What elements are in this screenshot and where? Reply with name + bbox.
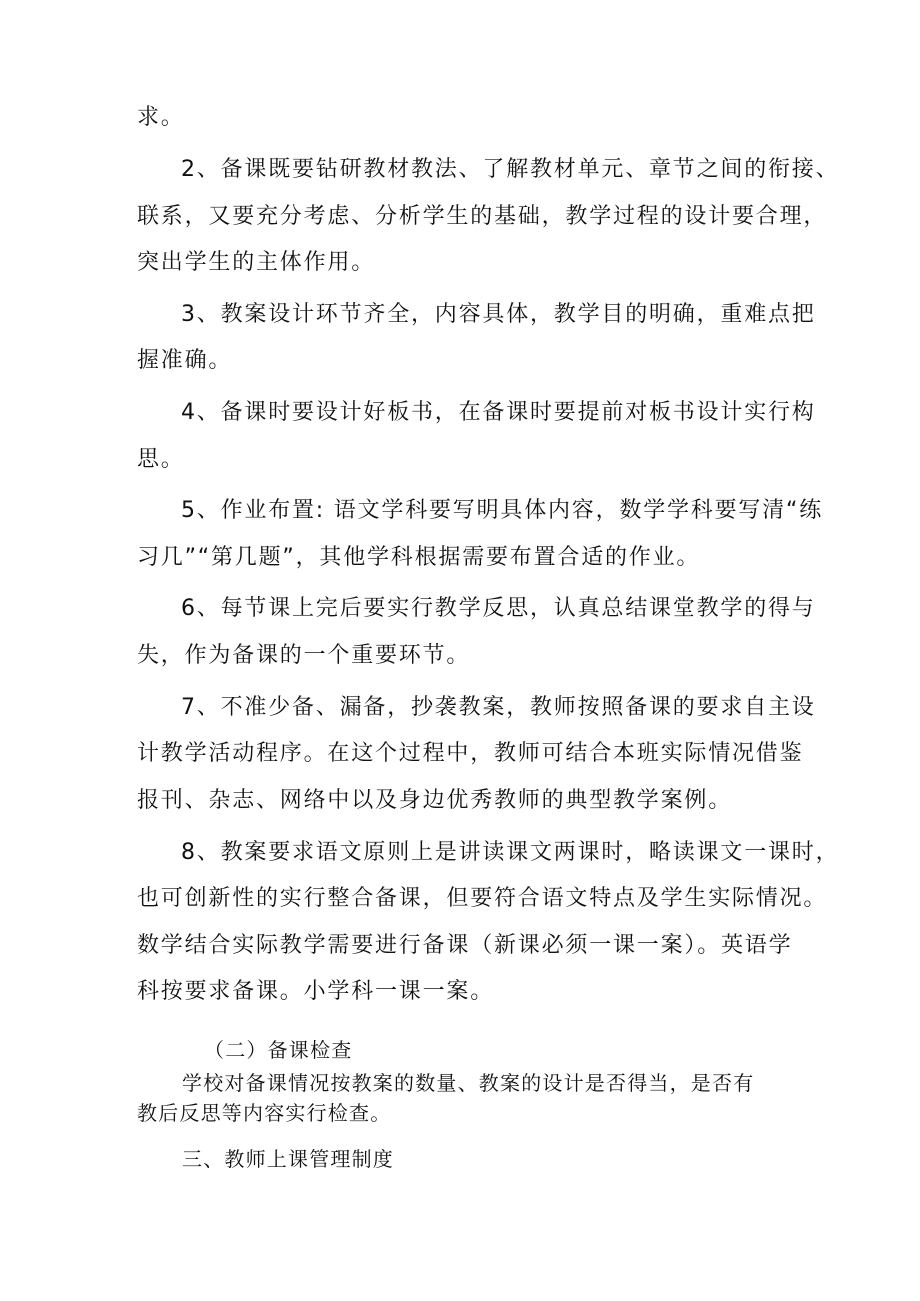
item-2-line-3: 突出学生的主体作用。 (137, 250, 376, 275)
item-4-line-1: 4、备课时要设计好板书，在备课时要提前对板书设计实行构 (181, 400, 816, 425)
item-7-line-3: 报刊、杂志、网络中以及身边优秀教师的典型教学案例。 (137, 788, 733, 813)
section-heading-lesson-check: （二）备课检查 (204, 1038, 353, 1062)
item-8-line-1: 8、教案要求语文原则上是讲读课文两课时，略读课文一课时， (181, 840, 840, 865)
item-2-line-1: 2、备课既要钻研教材教法、了解教材单元、章节之间的衔接、 (181, 157, 840, 182)
item-7-line-2: 计教学活动程序。在这个过程中，教师可结合本班实际情况借鉴 (137, 741, 804, 766)
item-8-line-3: 数学结合实际教学需要进行备课（新课必须一课一案）。英语学 (137, 933, 793, 958)
item-3-line-2: 握准确。 (137, 348, 233, 373)
item-5-line-1: 5、作业布置: 语文学科要写明具体内容，数学学科要写清“练 (181, 498, 824, 523)
lesson-check-line-1: 学校对备课情况按教案的数量、教案的设计是否得当，是否有 (182, 1071, 755, 1095)
text-line-1: 求。 (137, 105, 185, 130)
item-6-line-1: 6、每节课上完后要实行教学反思，认真总结课堂教学的得与 (181, 596, 816, 621)
item-5-line-2: 习几”“第几题”，其他学科根据需要布置合适的作业。 (137, 545, 701, 570)
item-3-line-1: 3、教案设计环节齐全，内容具体，教学目的明确，重难点把 (181, 302, 816, 327)
item-4-line-2: 思。 (137, 447, 185, 472)
item-6-line-2: 失，作为备课的一个重要环节。 (137, 643, 471, 668)
item-2-line-2: 联系，又要充分考虑、分析学生的基础，教学过程的设计要合理， (137, 204, 828, 229)
item-8-line-2: 也可创新性的实行整合备课，但要符合语文特点及学生实际情况。 (137, 886, 828, 911)
item-7-line-1: 7、不准少备、漏备，抄袭教案，教师按照备课的要求自主设 (181, 695, 816, 720)
section-heading-teaching: 三、教师上课管理制度 (182, 1147, 394, 1171)
item-8-line-4: 科按要求备课。小学科一课一案。 (137, 979, 495, 1004)
lesson-check-line-2: 教后反思等内容实行检查。 (137, 1101, 392, 1125)
